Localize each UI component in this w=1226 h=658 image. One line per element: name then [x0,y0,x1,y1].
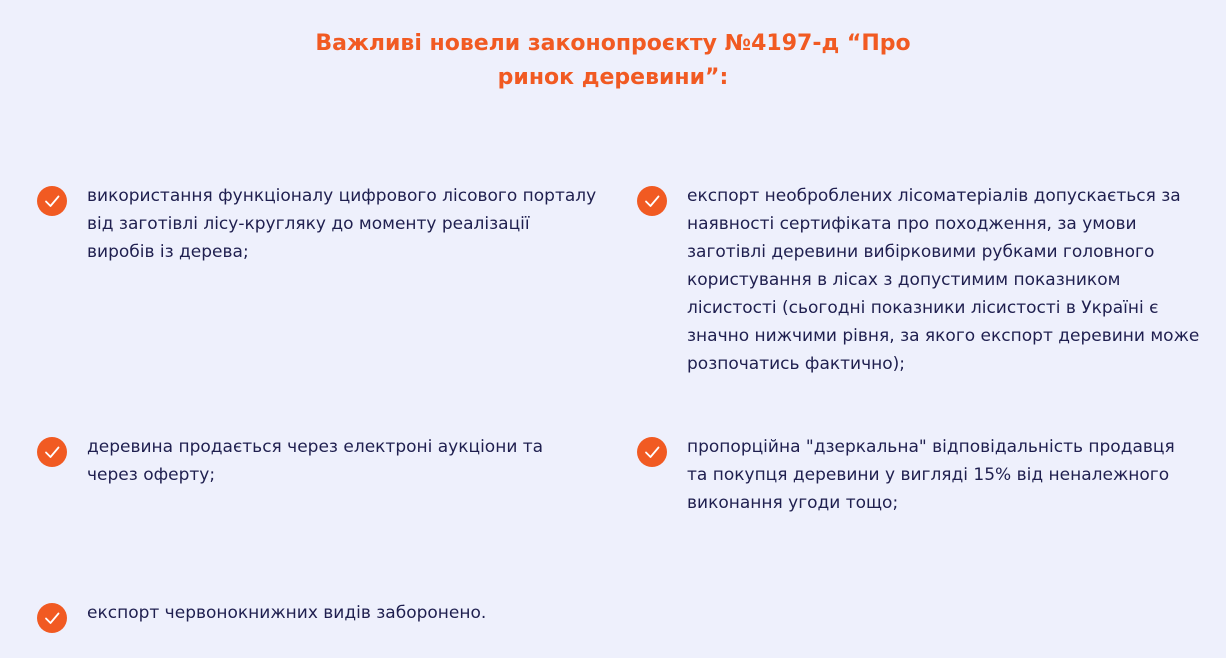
list-item-text: експорт червонокнижних видів заборонено. [87,603,487,623]
check-circle-icon [37,437,67,467]
title-line-2: ринок деревини”: [497,65,729,90]
list-item-text: використання функціоналу цифрового лісового порталу від заготівлі лісу-кругляку до моменту реалізації виробів із дерева; [87,186,597,262]
list-item-text: пропорційна "дзеркальна" відповідальність продавця та покупця деревини у вигляді 15% від неналежного виконання угоди тощо; [687,437,1175,513]
list-item-text: експорт необроблених лісоматеріалів допускається за наявності сертифіката про походження, за умови заготівлі деревини вибірковими рубками головного користування в лісах з допустимим показником лісистості (сьогодні показники лісистості в Україні є значно нижчими рівня, за якого експорт деревини може розпочатись фактично); [687,186,1200,374]
list-item [637,186,1212,378]
check-circle-icon [37,603,67,633]
check-circle-icon [37,186,67,216]
list-item [37,186,597,266]
list-item [37,603,597,633]
check-circle-icon [637,437,667,467]
page-title [313,27,913,95]
title-line-1: Важливі новели законопроєкту №4197-д “Про [315,31,911,56]
check-circle-icon [637,186,667,216]
list-item-text: деревина продається через електроні аукціони та через оферту; [87,437,544,485]
list-item [37,437,597,489]
list-item [637,437,1197,517]
